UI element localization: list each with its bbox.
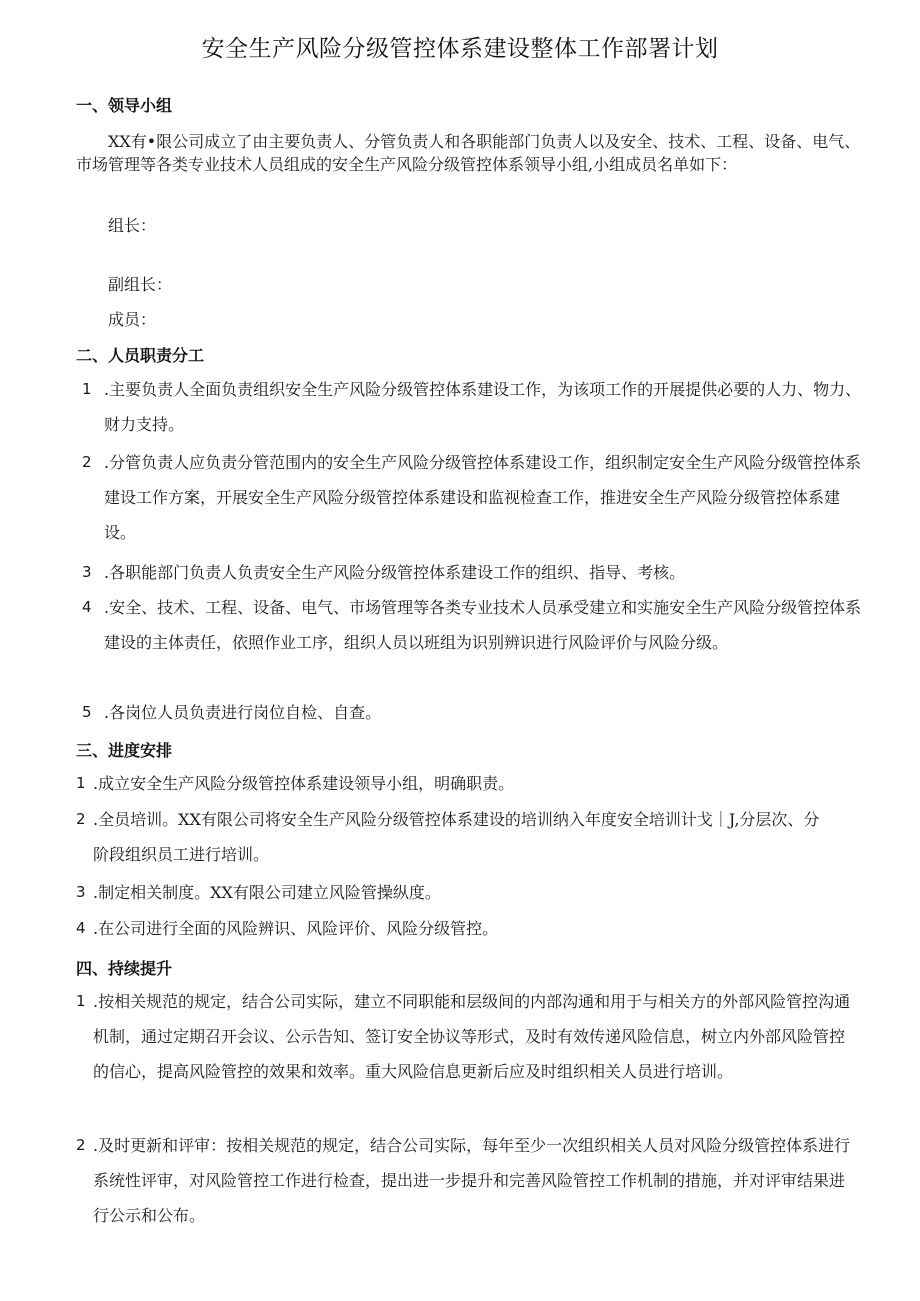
document-title: 安全生产风险分级管控体系建设整体工作部署计划 xyxy=(201,36,719,62)
item-number: 4 xyxy=(76,919,86,937)
item-text: .成立安全生产风险分级管控体系建设领导小组，明确职责。 xyxy=(93,774,515,793)
item-text: .制定相关制度。XX有限公司建立风险管操纵度。 xyxy=(93,883,441,902)
item-number: 2 xyxy=(82,453,92,471)
item-number: 1 xyxy=(76,774,86,792)
item-text: .全员培训。XX有限公司将安全生产风险分级管控体系建设的培训纳入年度安全培训计戈｜J,分层次、分阶段组织员工进行培训。 xyxy=(93,810,820,864)
section-heading-schedule: 三、进度安排 xyxy=(76,741,173,760)
item-text: .在公司进行全面的风险辨识、风险评价、风险分级管控。 xyxy=(93,919,499,938)
item-text: .安全、技术、工程、设备、电气、市场管理等各类专业技术人员承受建立和实施安全生产风险分级管控体系建设的主体责任，依照作业工序，组织人员以班组为识别辨识进行风险评价与风险分级。 xyxy=(104,598,862,652)
section-heading-leadership: 一、领导小组 xyxy=(76,96,173,115)
item-number: 3 xyxy=(82,563,92,581)
item-number: 5 xyxy=(82,703,92,721)
item-number: 3 xyxy=(76,883,86,901)
section-heading-duties: 二、人员职责分工 xyxy=(76,346,205,365)
item-number: 1 xyxy=(82,380,92,398)
deputy-label: 副组长： xyxy=(108,275,173,294)
item-number: 2 xyxy=(76,810,86,828)
leadership-intro: XX有•限公司成立了由主要负责人、分管负责人和各职能部门负责人以及安全、技术、工程、设备、电气、市场管理等各类专业技术人员组成的安全生产风险分级管控体系领导小组,小组成员名单如下： xyxy=(76,132,861,174)
leader-label: 组长： xyxy=(108,216,157,235)
item-number: 2 xyxy=(76,1136,86,1154)
item-number: 4 xyxy=(82,598,92,616)
item-number: 1 xyxy=(76,992,86,1010)
item-text: .各职能部门负责人负责安全生产风险分级管控体系建设工作的组织、指导、考核。 xyxy=(104,563,686,582)
item-text: .主要负责人全面负责组织安全生产风险分级管控体系建设工作，为该项工作的开展提供必要的人力、物力、财力支持。 xyxy=(104,380,862,434)
item-text: .及时更新和评审：按相关规范的规定，结合公司实际，每年至少一次组织相关人员对风险分级管控体系进行系统性评审，对风险管控工作进行检查，提出进一步提升和完善风险管控工作机制的措施，并对评审结果进行公示和公布。 xyxy=(93,1136,851,1225)
section-heading-improvement: 四、持续提升 xyxy=(76,959,173,978)
members-label: 成员： xyxy=(108,310,157,329)
item-text: .按相关规范的规定，结合公司实际，建立不同职能和层级间的内部沟通和用于与相关方的外部风险管控沟通机制，通过定期召开会议、公示告知、签订安全协议等形式，及时有效传递风险信息，树立内外部风险管控的信心，提高风险管控的效果和效率。重大风险信息更新后应及时组织相关人员进行培训。 xyxy=(93,992,851,1081)
item-text: .各岗位人员负责进行岗位自检、自查。 xyxy=(104,703,382,722)
item-text: .分管负责人应负责分管范围内的安全生产风险分级管控体系建设工作，组织制定安全生产风险分级管控体系建设工作方案，开展安全生产风险分级管控体系建设和监视检查工作，推进安全生产风险分级管控体系建设。 xyxy=(104,453,862,542)
